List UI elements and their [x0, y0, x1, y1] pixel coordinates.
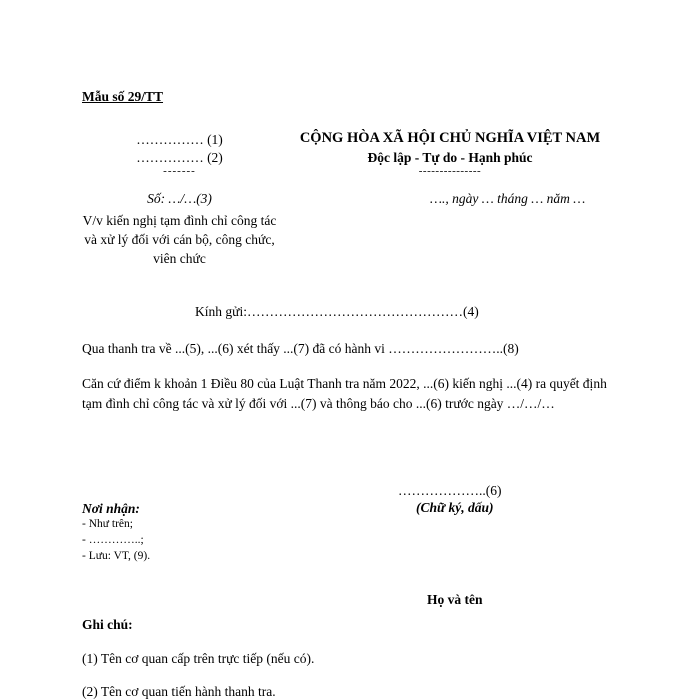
- document-number: Số: …/…(3): [147, 191, 212, 206]
- date-line: …., ngày … tháng … năm …: [430, 191, 586, 206]
- note-item: (1) Tên cơ quan cấp trên trực tiếp (nếu có).: [82, 651, 315, 666]
- recipient-item: - Như trên;: [82, 518, 133, 530]
- recipient-line: Kính gửi:…………………………………………(4): [195, 304, 479, 319]
- signer-name: Họ và tên: [427, 592, 483, 607]
- signer-line: ………………..(6): [398, 483, 502, 498]
- recipient-item: - Lưu: VT, (9).: [82, 550, 151, 562]
- national-title: CỘNG HÒA XÃ HỘI CHỦ NGHĨA VIỆT NAM: [299, 130, 601, 146]
- body-paragraph-1: Qua thanh tra về ...(5), ...(6) xét thấy ...(7) đã có hành vi ……………………..(8): [82, 341, 519, 356]
- national-motto: Độc lập - Tự do - Hạnh phúc: [367, 150, 533, 165]
- form-number: Mẫu số 29/TT: [82, 89, 164, 104]
- note-item: (2) Tên cơ quan tiến hành thanh tra.: [82, 684, 276, 699]
- signature-note: (Chữ ký, dấu): [416, 500, 494, 515]
- body-paragraph-2: Căn cứ điểm k khoản 1 Điều 80 của Luật Thanh tra năm 2022, ...(6) kiến nghị ...(4) ra quyết định tạm đình chỉ công tác và xử lý đối với ...(7) và thông báo cho ...(6) trước ngày …/…/…: [82, 376, 607, 411]
- notes-title: Ghi chú:: [82, 617, 133, 632]
- recipient-item: - …………..;: [82, 534, 144, 546]
- superior-org: …………… (1): [136, 132, 223, 147]
- inspecting-org: …………… (2): [136, 150, 223, 165]
- document-subject: V/v kiến nghị tạm đình chỉ công tác và xử lý đối với cán bộ, công chức, viên chức: [82, 213, 277, 266]
- right-separator: ---------------: [418, 165, 482, 177]
- recipients-title: Nơi nhận:: [82, 501, 140, 516]
- left-separator: -------: [163, 165, 196, 177]
